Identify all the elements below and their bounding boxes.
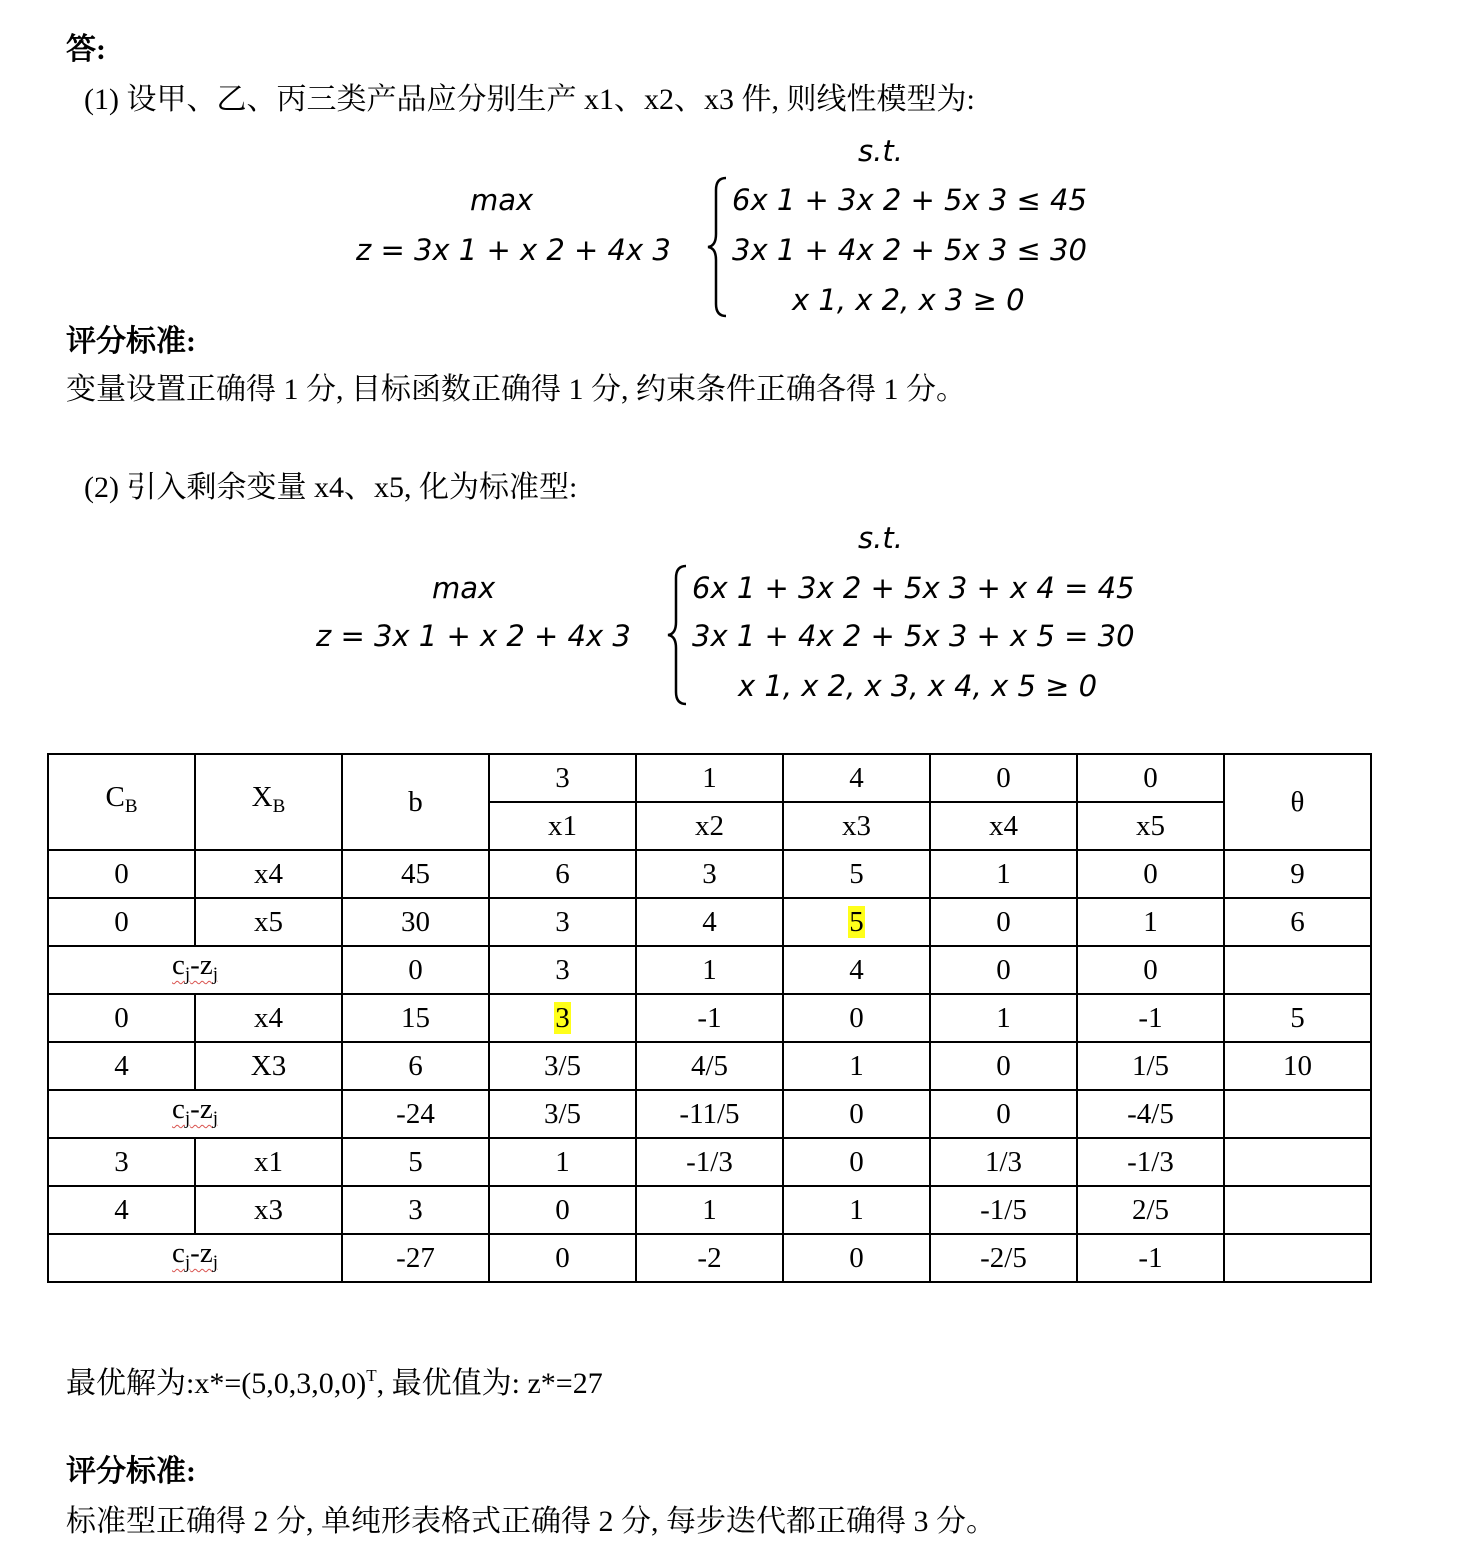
row-coef: [930, 946, 1077, 994]
part1-max: max: [470, 183, 534, 217]
cj-zj-row: [48, 1234, 1371, 1282]
row-coef: [783, 946, 930, 994]
row-coef-value: 0: [996, 1050, 1011, 1082]
row-coef-value: 3: [555, 954, 570, 986]
cj-zj-label: [48, 946, 342, 994]
row-coef: [636, 1234, 783, 1282]
cj-zj-part-2: -z: [190, 1093, 213, 1125]
grading1-title: 评分标准:: [66, 325, 196, 358]
row-coef-value: -11/5: [679, 1098, 740, 1130]
row-coef: [636, 946, 783, 994]
row-cb: [48, 994, 195, 1042]
row-coef: [489, 850, 636, 898]
row-coef: [783, 1042, 930, 1090]
row-b: [342, 994, 489, 1042]
row-coef: [489, 1186, 636, 1234]
row-coef-value: 6: [555, 858, 570, 890]
row-coef-value: -4/5: [1127, 1098, 1174, 1130]
row-coef: [1077, 1186, 1224, 1234]
row-coef-value: 1: [996, 1002, 1011, 1034]
cj-zj-part-0: c: [172, 1237, 185, 1269]
row-coef: [1077, 946, 1224, 994]
row-theta-empty: [1224, 1090, 1371, 1138]
row-xb-value: x1: [254, 1146, 283, 1178]
part2-constraint-1: 6x 1 + 3x 2 + 5x 3 + x 4 = 45: [692, 571, 1135, 605]
row-coef: [636, 994, 783, 1042]
row-coef: [783, 1234, 930, 1282]
row-coef-value: -1: [697, 1002, 722, 1034]
row-coef-value: 3/5: [543, 1098, 582, 1130]
cj-zj-part-1: j: [184, 1252, 191, 1273]
row-coef: [636, 1042, 783, 1090]
row-coef-value: 1/3: [984, 1146, 1023, 1178]
cj-zj-part-3: j: [212, 1252, 218, 1273]
row-theta: [1224, 994, 1371, 1042]
row-coef-value: 0: [555, 1194, 570, 1226]
row-theta-value: 9: [1290, 858, 1305, 890]
part2-objective: z = 3x 1 + x 2 + 4x 3: [316, 619, 631, 653]
row-coef: [930, 1234, 1077, 1282]
header-cj-1: 3: [489, 754, 636, 802]
row-cb-value: 4: [114, 1050, 129, 1082]
part1-st: s.t.: [858, 134, 903, 168]
row-b-value: 30: [401, 906, 430, 938]
header-theta: θ: [1224, 754, 1371, 850]
grading1-text: 变量设置正确得 1 分, 目标函数正确得 1 分, 约束条件正确各得 1 分。: [66, 373, 966, 406]
row-coef: [930, 1042, 1077, 1090]
header-cj-3: 4: [783, 754, 930, 802]
part1-constraint-2: 3x 1 + 4x 2 + 5x 3 ≤ 30: [732, 233, 1087, 267]
row-coef: [1077, 1042, 1224, 1090]
row-cb-value: 0: [114, 906, 129, 938]
row-coef: [930, 850, 1077, 898]
row-coef: [1077, 898, 1224, 946]
row-coef-value: 1: [555, 1146, 570, 1178]
row-coef: [1077, 1234, 1224, 1282]
simplex-table: [47, 753, 1372, 1283]
tableau-row: [48, 1138, 1371, 1186]
row-b-value: 3: [408, 1194, 423, 1226]
simplex-table-body: [48, 754, 1371, 1282]
cj-zj-label-text: [172, 1237, 218, 1273]
row-coef: [783, 1138, 930, 1186]
cj-zj-part-2: -z: [190, 1237, 213, 1269]
cj-zj-part-1: j: [184, 1108, 191, 1129]
row-coef: [489, 898, 636, 946]
part2-intro: (2) 引入剩余变量 x4、x5, 化为标准型:: [84, 471, 578, 504]
part2-constraint-brace: [664, 564, 690, 706]
row-theta: [1224, 850, 1371, 898]
tableau-row: [48, 1042, 1371, 1090]
row-coef-value: 0: [996, 954, 1011, 986]
row-b-value: 0: [408, 954, 423, 986]
row-theta-value: 6: [1290, 906, 1305, 938]
row-coef-value: 3: [555, 906, 570, 938]
row-coef-value: 0: [996, 906, 1011, 938]
row-coef-value: 0: [1143, 954, 1158, 986]
cj-zj-part-3: j: [212, 1108, 218, 1129]
row-coef: [489, 1138, 636, 1186]
row-coef: [636, 898, 783, 946]
row-xb: [195, 994, 342, 1042]
row-coef-value: 0: [555, 1242, 570, 1274]
row-coef: [930, 898, 1077, 946]
cj-zj-part-2: -z: [190, 949, 213, 981]
row-coef-value: 3/5: [543, 1050, 582, 1082]
header-cj-4: 0: [930, 754, 1077, 802]
row-b: [342, 898, 489, 946]
tableau-row: [48, 898, 1371, 946]
row-b: [342, 1186, 489, 1234]
cj-zj-part-0: c: [172, 1093, 185, 1125]
row-cb: [48, 1042, 195, 1090]
row-coef: [930, 1090, 1077, 1138]
row-coef: [636, 1090, 783, 1138]
row-cb: [48, 1186, 195, 1234]
part2-constraint-2: 3x 1 + 4x 2 + 5x 3 + x 5 = 30: [692, 619, 1135, 653]
solution-transpose: T: [366, 1366, 377, 1385]
row-coef-value: 1: [996, 858, 1011, 890]
row-coef-value: 1/5: [1131, 1050, 1170, 1082]
part1-intro: (1) 设甲、乙、丙三类产品应分别生产 x1、x2、x3 件, 则线性模型为:: [84, 83, 975, 116]
row-coef-value: 1: [702, 954, 717, 986]
row-cb: [48, 1138, 195, 1186]
row-xb: [195, 898, 342, 946]
header-cj-5: 0: [1077, 754, 1224, 802]
header-var-x4: x4: [930, 802, 1077, 850]
grading2-text: 标准型正确得 2 分, 单纯形表格式正确得 2 分, 每步迭代都正确得 3 分。: [66, 1505, 996, 1538]
header-cj-2: 1: [636, 754, 783, 802]
header-var-x3: x3: [783, 802, 930, 850]
row-theta-value: 10: [1283, 1050, 1312, 1082]
row-coef: [930, 1186, 1077, 1234]
header-cb-main: C: [105, 781, 125, 813]
header-cb-sub: B: [124, 796, 138, 817]
pivot-cell: [783, 898, 930, 946]
row-coef-value: -1/5: [980, 1194, 1027, 1226]
row-b: [342, 1090, 489, 1138]
row-b: [342, 850, 489, 898]
part2-max: max: [432, 571, 496, 605]
row-coef: [489, 1234, 636, 1282]
row-coef: [930, 994, 1077, 1042]
row-coef: [783, 850, 930, 898]
cj-zj-part-3: j: [212, 964, 218, 985]
row-b: [342, 1042, 489, 1090]
row-coef: [783, 1186, 930, 1234]
row-xb: [195, 1138, 342, 1186]
row-coef: [1077, 994, 1224, 1042]
row-coef: [930, 1138, 1077, 1186]
row-theta-empty: [1224, 1234, 1371, 1282]
row-xb-value: x4: [254, 1002, 283, 1034]
header-var-x1: x1: [489, 802, 636, 850]
row-coef-value: 0: [1143, 858, 1158, 890]
cj-zj-row: [48, 1090, 1371, 1138]
cj-zj-label-text: [172, 949, 218, 985]
optimal-solution: [66, 1358, 603, 1402]
row-b: [342, 1138, 489, 1186]
row-coef-value: 0: [849, 1242, 864, 1274]
row-coef-value: -1: [1138, 1002, 1163, 1034]
part1-constraint-3: x 1, x 2, x 3 ≥ 0: [792, 283, 1025, 317]
cj-zj-row: [48, 946, 1371, 994]
solution-prefix: 最优解为:x*=(5,0,3,0,0): [66, 1367, 367, 1400]
row-cb-value: 4: [114, 1194, 129, 1226]
header-xb-sub: B: [272, 796, 286, 817]
row-coef-value: 4/5: [690, 1050, 729, 1082]
part1-objective: z = 3x 1 + x 2 + 4x 3: [356, 233, 671, 267]
row-coef-value: 0: [849, 1002, 864, 1034]
row-b: [342, 1234, 489, 1282]
grading2-title: 评分标准:: [66, 1455, 196, 1488]
row-xb: [195, 850, 342, 898]
row-coef-value: -1/3: [1127, 1146, 1174, 1178]
row-coef-value: -2/5: [980, 1242, 1027, 1274]
cj-zj-label-text: [172, 1093, 218, 1129]
header-b: b: [342, 754, 489, 850]
row-coef-value: -1/3: [686, 1146, 733, 1178]
row-cb-value: 3: [114, 1146, 129, 1178]
row-coef: [636, 1138, 783, 1186]
row-xb-value: x4: [254, 858, 283, 890]
row-coef-value: 1: [849, 1194, 864, 1226]
row-cb-value: 0: [114, 1002, 129, 1034]
row-coef: [489, 1042, 636, 1090]
row-xb-value: x3: [254, 1194, 283, 1226]
part2-st: s.t.: [858, 521, 903, 555]
row-theta: [1224, 1042, 1371, 1090]
row-b-value: 45: [401, 858, 430, 890]
row-coef: [1077, 1090, 1224, 1138]
row-b-value: 15: [401, 1002, 430, 1034]
row-b-value: 5: [408, 1146, 423, 1178]
row-coef-value: 1: [849, 1050, 864, 1082]
part1-constraint-1: 6x 1 + 3x 2 + 5x 3 ≤ 45: [732, 183, 1087, 217]
row-b-value: -27: [396, 1242, 435, 1274]
cj-zj-part-1: j: [184, 964, 191, 985]
solution-suffix: , 最优值为: z*=27: [376, 1367, 603, 1400]
row-coef-value: 0: [996, 1098, 1011, 1130]
row-coef: [1077, 1138, 1224, 1186]
row-coef-value: 1: [702, 1194, 717, 1226]
answer-label: 答:: [66, 33, 106, 66]
row-coef: [489, 946, 636, 994]
row-b-value: -24: [396, 1098, 435, 1130]
pivot-cell: [489, 994, 636, 1042]
row-coef: [783, 994, 930, 1042]
row-coef: [636, 850, 783, 898]
pivot-cell-value: 5: [849, 906, 864, 938]
header-var-x5: x5: [1077, 802, 1224, 850]
cj-zj-label: [48, 1090, 342, 1138]
row-coef: [636, 1186, 783, 1234]
part1-constraint-brace: [704, 176, 730, 318]
header-cb: [48, 754, 195, 850]
row-xb-value: X3: [250, 1050, 287, 1082]
row-coef-value: 2/5: [1131, 1194, 1170, 1226]
row-coef-value: 4: [702, 906, 717, 938]
header-var-x2: x2: [636, 802, 783, 850]
row-coef-value: 5: [849, 858, 864, 890]
row-b: [342, 946, 489, 994]
header-row-cj: [48, 754, 1371, 802]
row-coef-value: -1: [1138, 1242, 1163, 1274]
row-xb: [195, 1186, 342, 1234]
row-cb-value: 0: [114, 858, 129, 890]
row-theta: [1224, 1138, 1371, 1186]
row-cb: [48, 850, 195, 898]
row-coef-value: 0: [849, 1098, 864, 1130]
row-theta: [1224, 1186, 1371, 1234]
row-theta-value: 5: [1290, 1002, 1305, 1034]
row-xb-value: x5: [254, 906, 283, 938]
row-cb: [48, 898, 195, 946]
row-xb: [195, 1042, 342, 1090]
row-coef-value: 4: [849, 954, 864, 986]
part2-constraint-3: x 1, x 2, x 3, x 4, x 5 ≥ 0: [738, 669, 1098, 703]
pivot-cell-value: 3: [555, 1002, 570, 1034]
tableau-row: [48, 1186, 1371, 1234]
tableau-row: [48, 994, 1371, 1042]
row-b-value: 6: [408, 1050, 423, 1082]
row-coef: [489, 1090, 636, 1138]
row-coef-value: -2: [697, 1242, 722, 1274]
row-theta: [1224, 898, 1371, 946]
header-xb-main: X: [251, 781, 273, 813]
row-coef-value: 1: [1143, 906, 1158, 938]
cj-zj-part-0: c: [172, 949, 185, 981]
row-coef-value: 0: [849, 1146, 864, 1178]
row-coef-value: 3: [702, 858, 717, 890]
row-theta-empty: [1224, 946, 1371, 994]
row-coef: [1077, 850, 1224, 898]
header-xb: [195, 754, 342, 850]
row-coef: [783, 1090, 930, 1138]
cj-zj-label: [48, 1234, 342, 1282]
tableau-row: [48, 850, 1371, 898]
